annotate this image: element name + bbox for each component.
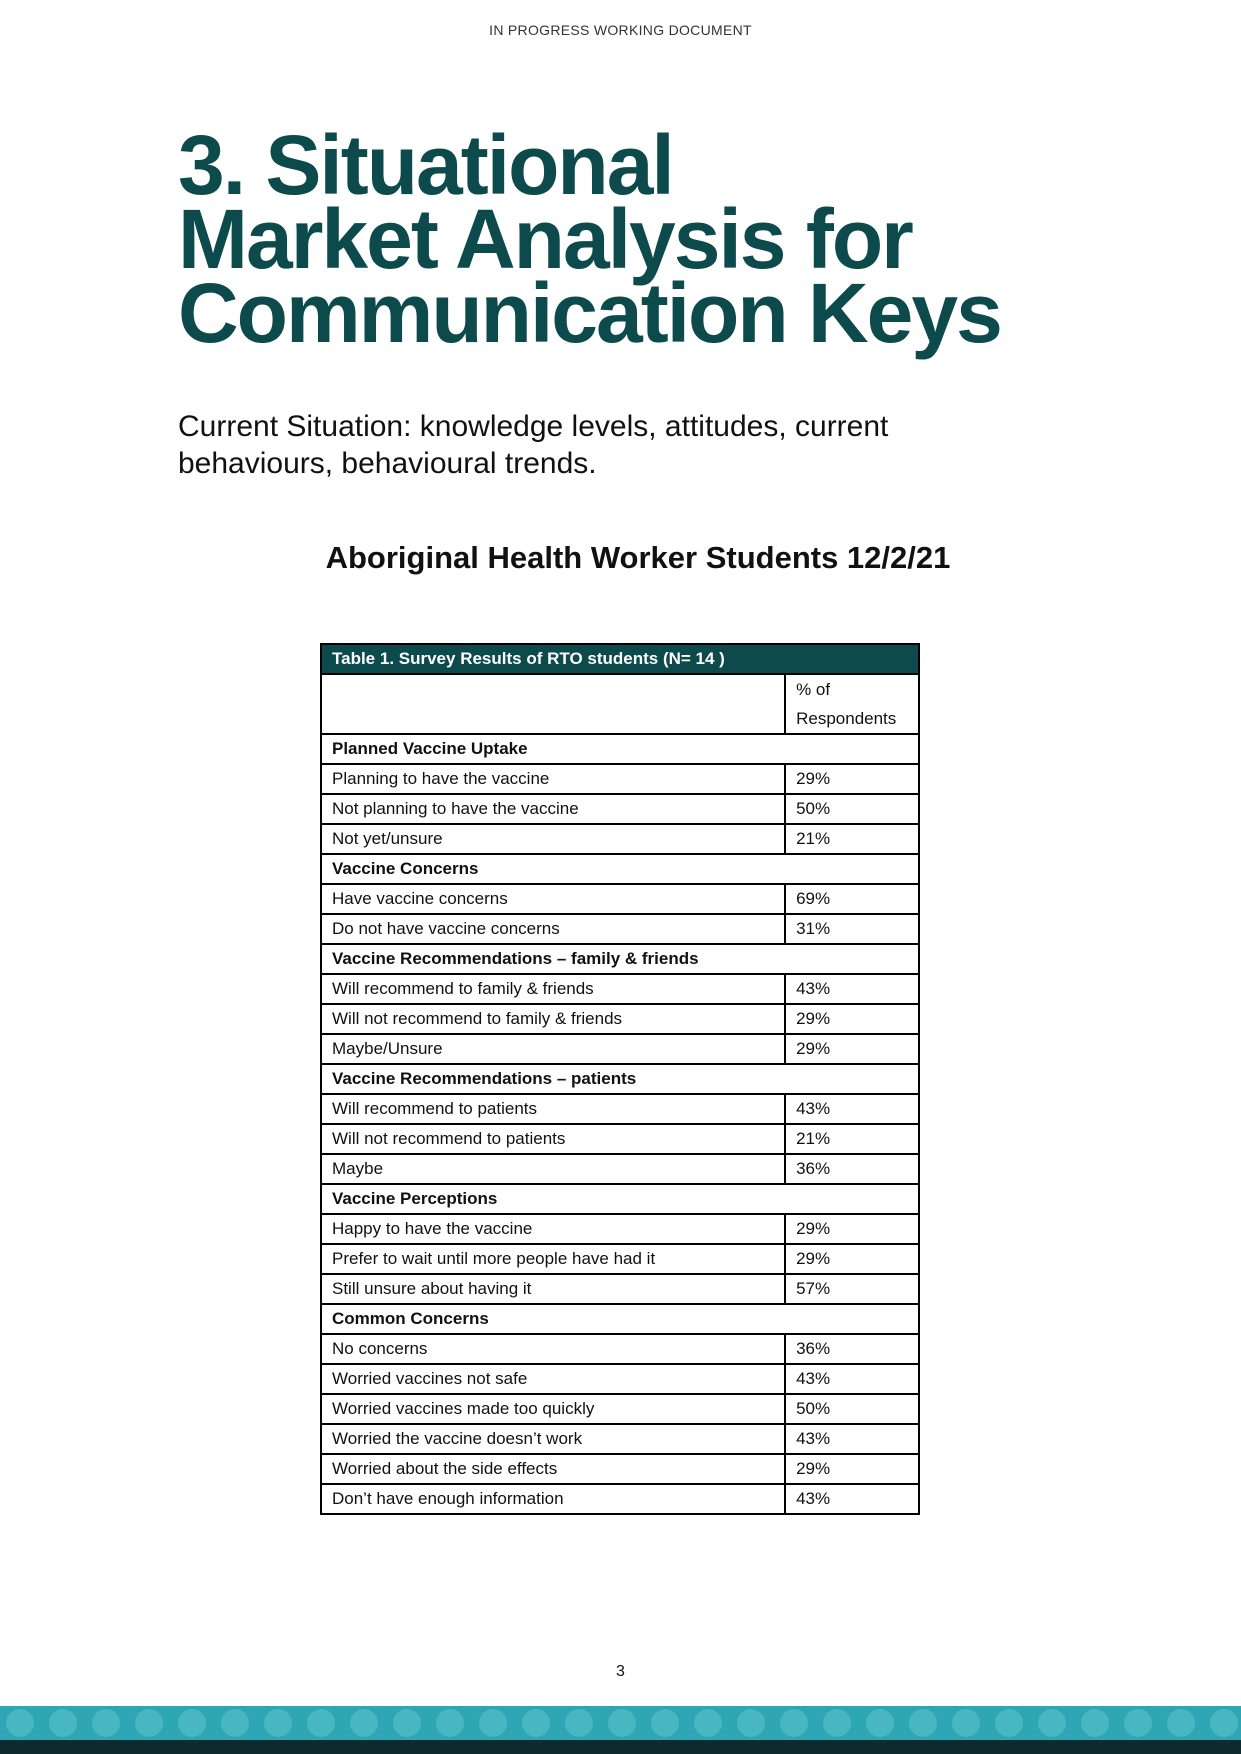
row-value: 43% [785,1484,919,1514]
empty-header-cell [321,674,785,734]
table-row [321,1094,919,1124]
row-label: No concerns [321,1334,785,1364]
table-row [321,824,919,854]
row-label: Worried vaccines made too quickly [321,1394,785,1424]
table-body [321,734,919,1514]
footer-dark-strip [0,1740,1241,1754]
decorative-dot-icon [694,1709,722,1737]
title-line: Communication Keys [178,266,1001,360]
row-value: 43% [785,1094,919,1124]
section-row [321,854,919,884]
row-value: 50% [785,794,919,824]
row-label: Maybe/Unsure [321,1034,785,1064]
decorative-dot-icon [178,1709,206,1737]
decorative-dot-icon [479,1709,507,1737]
table-row [321,1334,919,1364]
row-value: 29% [785,1004,919,1034]
table-row [321,1454,919,1484]
decorative-dot-icon [393,1709,421,1737]
section-title: Vaccine Recommendations – patients [321,1064,919,1094]
decorative-dot-icon [780,1709,808,1737]
title-line: 3. Situational [178,118,673,212]
row-label: Planning to have the vaccine [321,764,785,794]
decorative-dot-icon [307,1709,335,1737]
survey-results-table [320,643,920,1515]
row-value: 43% [785,974,919,1004]
section-title: Vaccine Recommendations – family & friends [321,944,919,974]
decorative-dot-icon [1167,1709,1195,1737]
decorative-dot-icon [565,1709,593,1737]
table-row [321,1394,919,1424]
table-caption: Table 1. Survey Results of RTO students (N= 14 ) [321,644,919,674]
row-value: 36% [785,1154,919,1184]
row-value: 43% [785,1364,919,1394]
section-row [321,1064,919,1094]
row-label: Happy to have the vaccine [321,1214,785,1244]
row-label: Will not recommend to family & friends [321,1004,785,1034]
decorative-dot-icon [866,1709,894,1737]
row-label: Will recommend to family & friends [321,974,785,1004]
section-row [321,944,919,974]
section-row [321,1304,919,1334]
decorative-dot-icon [1210,1709,1238,1737]
section-title: Planned Vaccine Uptake [321,734,919,764]
section-title: Vaccine Perceptions [321,1184,919,1214]
table-heading: Aboriginal Health Worker Students 12/2/21 [325,540,951,575]
section-title: Vaccine Concerns [321,854,919,884]
column-header: % of Respondents [785,674,919,734]
row-value: 29% [785,1244,919,1274]
decorative-dot-icon [608,1709,636,1737]
row-label: Not yet/unsure [321,824,785,854]
decorative-dot-icon [1038,1709,1066,1737]
row-value: 21% [785,1124,919,1154]
table-row [321,1034,919,1064]
section-row [321,734,919,764]
decorative-dot-icon [350,1709,378,1737]
table-row [321,1244,919,1274]
table-row [321,1004,919,1034]
row-label: Have vaccine concerns [321,884,785,914]
decorative-dot-icon [522,1709,550,1737]
decorative-dot-icon [135,1709,163,1737]
section-row [321,1184,919,1214]
row-value: 43% [785,1424,919,1454]
decorative-dot-icon [49,1709,77,1737]
footer-decorative-band [0,1706,1241,1740]
row-value: 69% [785,884,919,914]
decorative-dot-icon [436,1709,464,1737]
header-note: IN PROGRESS WORKING DOCUMENT [489,22,752,38]
decorative-dot-icon [909,1709,937,1737]
row-value: 29% [785,1034,919,1064]
decorative-dot-icon [1124,1709,1152,1737]
decorative-dot-icon [1081,1709,1109,1737]
decorative-dot-icon [264,1709,292,1737]
decorative-dot-icon [221,1709,249,1737]
table-row [321,1214,919,1244]
row-value: 29% [785,1454,919,1484]
table-row [321,1484,919,1514]
decorative-dot-icon [952,1709,980,1737]
table-row [321,764,919,794]
decorative-dot-icon [823,1709,851,1737]
page-title [178,118,1078,360]
decorative-dot-icon [6,1709,34,1737]
row-label: Worried about the side effects [321,1454,785,1484]
section-title: Common Concerns [321,1304,919,1334]
table-row [321,1364,919,1394]
table-row [321,974,919,1004]
decorative-dot-icon [651,1709,679,1737]
table-row [321,914,919,944]
row-value: 29% [785,764,919,794]
row-label: Maybe [321,1154,785,1184]
row-label: Not planning to have the vaccine [321,794,785,824]
page-subtitle: Current Situation: knowledge levels, attitudes, current behaviours, behavioural trends. [178,410,889,480]
row-label: Don’t have enough information [321,1484,785,1514]
row-label: Will not recommend to patients [321,1124,785,1154]
table-row [321,1274,919,1304]
row-label: Worried vaccines not safe [321,1364,785,1394]
title-line: Market Analysis for [178,192,912,286]
row-value: 36% [785,1334,919,1364]
decorative-dot-icon [92,1709,120,1737]
row-value: 31% [785,914,919,944]
decorative-dot-icon [737,1709,765,1737]
row-value: 50% [785,1394,919,1424]
page-number: 3 [616,1663,625,1680]
table-row [321,1424,919,1454]
table-row [321,1154,919,1184]
row-label: Worried the vaccine doesn’t work [321,1424,785,1454]
row-value: 57% [785,1274,919,1304]
row-label: Do not have vaccine concerns [321,914,785,944]
table-row [321,794,919,824]
row-label: Will recommend to patients [321,1094,785,1124]
row-label: Prefer to wait until more people have had it [321,1244,785,1274]
table-row [321,884,919,914]
row-value: 21% [785,824,919,854]
row-value: 29% [785,1214,919,1244]
table-row [321,1124,919,1154]
row-label: Still unsure about having it [321,1274,785,1304]
decorative-dot-icon [995,1709,1023,1737]
